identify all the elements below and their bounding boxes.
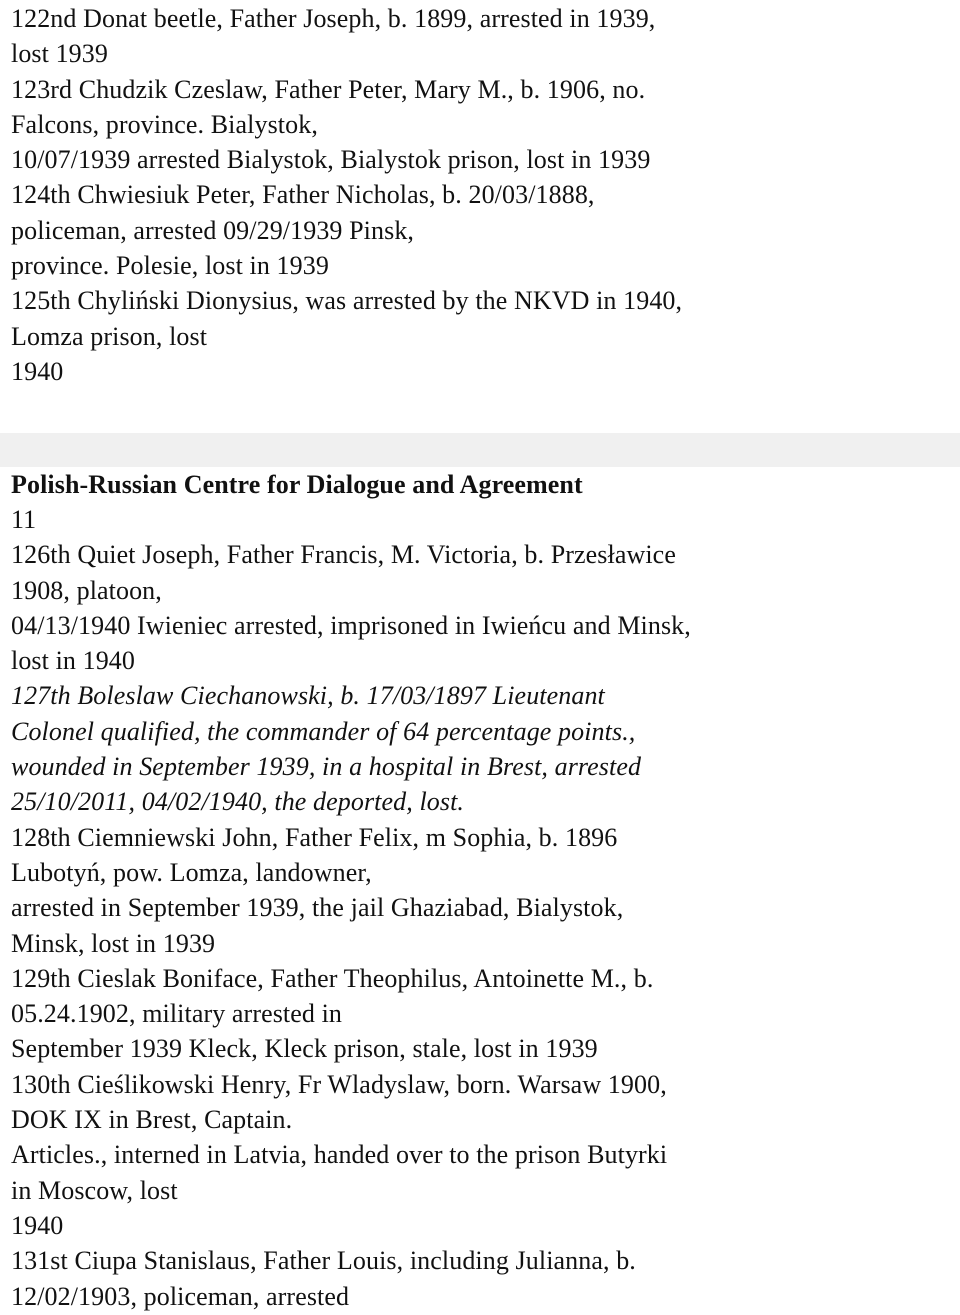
page-break-separator (0, 433, 960, 467)
text-line: policeman, arrested 09/29/1939 Pinsk, (11, 215, 415, 245)
text-line: 123rd Chudzik Czeslaw, Father Peter, Mary M., b. 1906, no. (11, 74, 646, 104)
text-line: 10/07/1939 arrested Bialystok, Bialystok prison, lost in 1939 (11, 145, 651, 175)
text-line: Falcons, province. Bialystok, (11, 109, 318, 139)
text-line: lost in 1940 (11, 646, 135, 676)
text-line: Articles., interned in Latvia, handed over to the prison Butyrki (11, 1140, 668, 1170)
text-line: 05.24.1902, military arrested in (11, 999, 343, 1029)
text-line: arrested in September 1939, the jail Ghaziabad, Bialystok, (11, 893, 624, 923)
text-line: September 1939 Kleck, Kleck prison, stale, lost in 1939 (11, 1034, 598, 1064)
text-line: wounded in September 1939, in a hospital in Brest, arrested (11, 752, 642, 782)
text-line: Colonel qualified, the commander of 64 percentage points., (11, 716, 636, 746)
text-line: 12/02/1903, policeman, arrested (11, 1281, 350, 1311)
text-line: 122nd Donat beetle, Father Joseph, b. 1899, arrested in 1939, (11, 4, 656, 33)
page-bottom-text (11, 502, 951, 1314)
text-line: in Moscow, lost (11, 1175, 178, 1205)
text-line: 128th Ciemniewski John, Father Felix, m Sophia, b. 1896 (11, 822, 618, 852)
text-line: province. Polesie, lost in 1939 (11, 251, 329, 281)
text-line: 124th Chwiesiuk Peter, Father Nicholas, b. 20/03/1888, (11, 180, 595, 210)
text-line: 130th Cieślikowski Henry, Fr Wladyslaw, born. Warsaw 1900, (11, 1069, 667, 1099)
text-line: 25/10/2011, 04/02/1940, the deported, lost. (11, 787, 465, 817)
italic-entry (11, 678, 951, 819)
page-top-text (11, 1, 951, 389)
text-line: 1908, platoon, (11, 575, 162, 605)
page-number: 11 (11, 505, 37, 534)
text-line: 04/13/1940 Iwieniec arrested, imprisoned in Iwieńcu and Minsk, (11, 610, 691, 640)
text-line: Lubotyń, pow. Lomza, landowner, (11, 857, 372, 887)
text-line: 1940 (11, 356, 64, 386)
text-line: Minsk, lost in 1939 (11, 928, 216, 958)
text-line: 129th Cieslak Boniface, Father Theophilus, Antoinette M., b. (11, 963, 654, 993)
text-line: 131st Ciupa Stanislaus, Father Louis, including Julianna, b. (11, 1246, 636, 1276)
text-line: lost 1939 (11, 39, 108, 69)
page-header (11, 467, 951, 502)
text-line: Lomza prison, lost (11, 321, 208, 351)
text-line: DOK IX in Brest, Captain. (11, 1105, 293, 1135)
text-line: 1940 (11, 1210, 64, 1240)
text-line: 126th Quiet Joseph, Father Francis, M. Victoria, b. Przesławice (11, 540, 676, 570)
text-line: 127th Boleslaw Ciechanowski, b. 17/03/1897 Lieutenant (11, 681, 605, 711)
text-line: 125th Chyliński Dionysius, was arrested by the NKVD in 1940, (11, 286, 683, 316)
page-heading: Polish-Russian Centre for Dialogue and Agreement (11, 470, 583, 499)
